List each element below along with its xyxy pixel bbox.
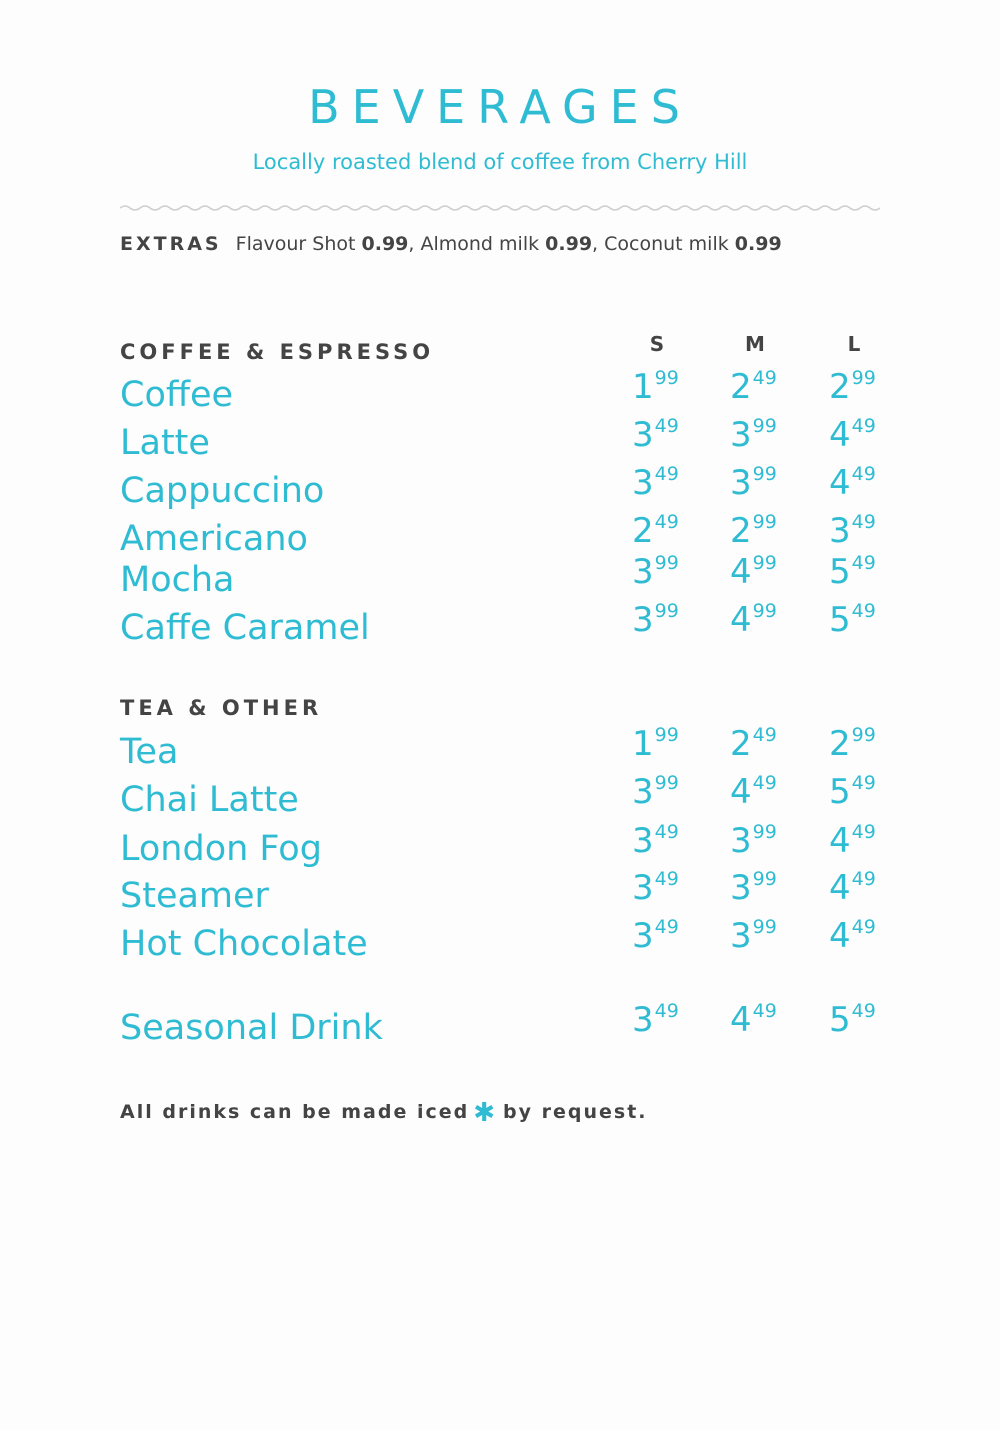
menu-item-name: Hot Chocolate xyxy=(120,924,368,964)
price-medium: $3^{99}$ xyxy=(730,868,777,908)
extra-price: 0.99 xyxy=(734,233,782,255)
menu-item-name: Seasonal Drink xyxy=(120,1008,383,1048)
price-large: $4^{49}$ xyxy=(829,916,876,956)
price-small: $2^{49}$ xyxy=(632,511,679,551)
price-small: $1^{99}$ xyxy=(632,367,679,407)
extra-item: Coconut milk 0.99 xyxy=(604,233,782,255)
extras-label: EXTRAS xyxy=(120,233,222,255)
price-large: $4^{49}$ xyxy=(829,415,876,455)
price-small: $3^{49}$ xyxy=(632,868,679,908)
price-large: $5^{49}$ xyxy=(829,552,876,592)
menu-item-name: Steamer xyxy=(120,876,269,916)
section-title-coffee: COFFEE & ESPRESSO xyxy=(120,340,435,364)
page-title: BEVERAGES xyxy=(308,80,692,134)
menu-item-name: Coffee xyxy=(120,375,234,415)
price-large: $4^{49}$ xyxy=(829,868,876,908)
section-title-tea: TEA & OTHER xyxy=(120,696,323,720)
menu-item-name: Latte xyxy=(120,423,210,463)
price-medium: $3^{99}$ xyxy=(730,916,777,956)
price-small: $3^{49}$ xyxy=(632,916,679,956)
size-header-small: S xyxy=(649,332,665,356)
price-large: $4^{49}$ xyxy=(829,463,876,503)
price-medium: $4^{49}$ xyxy=(730,1000,777,1040)
price-medium: $2^{99}$ xyxy=(730,511,777,551)
price-small: $3^{49}$ xyxy=(632,463,679,503)
extra-price: 0.99 xyxy=(545,233,593,255)
price-small: $3^{99}$ xyxy=(632,772,679,812)
size-header-medium: M xyxy=(745,332,765,356)
menu-item-name: Tea xyxy=(120,732,179,772)
snowflake-icon: ✱ xyxy=(473,1098,498,1128)
size-header-large: L xyxy=(847,332,861,356)
price-small: $3^{99}$ xyxy=(632,600,679,640)
iced-note: All drinks can be made iced ✱ by request. xyxy=(120,1098,648,1128)
price-medium: $3^{99}$ xyxy=(730,463,777,503)
price-large: $4^{49}$ xyxy=(829,821,876,861)
price-small: $3^{49}$ xyxy=(632,821,679,861)
price-large: $5^{49}$ xyxy=(829,1000,876,1040)
menu-item-name: Cappuccino xyxy=(120,471,325,511)
price-large: $5^{49}$ xyxy=(829,600,876,640)
wavy-divider xyxy=(120,203,880,213)
price-medium: $4^{99}$ xyxy=(730,552,777,592)
menu-item-name: Americano xyxy=(120,519,308,559)
price-large: $3^{49}$ xyxy=(829,511,876,551)
menu-item-name: London Fog xyxy=(120,829,322,869)
extra-price: 0.99 xyxy=(361,233,409,255)
price-large: $2^{99}$ xyxy=(829,367,876,407)
extra-item: Flavour Shot 0.99, xyxy=(235,233,421,255)
price-medium: $2^{49}$ xyxy=(730,367,777,407)
menu-item-name: Chai Latte xyxy=(120,780,299,820)
menu-item-name: Caffe Caramel xyxy=(120,608,370,648)
price-medium: $3^{99}$ xyxy=(730,821,777,861)
price-medium: $4^{99}$ xyxy=(730,600,777,640)
menu-item-name: Mocha xyxy=(120,560,235,600)
menu-item xyxy=(120,600,1000,654)
page-subtitle: Locally roasted blend of coffee from Cherry Hill xyxy=(252,150,748,174)
menu-item xyxy=(120,916,1000,970)
price-medium: $4^{49}$ xyxy=(730,772,777,812)
price-medium: $3^{99}$ xyxy=(730,415,777,455)
price-large: $2^{99}$ xyxy=(829,724,876,764)
price-small: $3^{49}$ xyxy=(632,1000,679,1040)
menu-item xyxy=(120,1000,1000,1054)
extras-line xyxy=(120,233,782,255)
price-large: $5^{49}$ xyxy=(829,772,876,812)
extra-item: Almond milk 0.99, xyxy=(420,233,605,255)
price-small: $3^{99}$ xyxy=(632,552,679,592)
price-medium: $2^{49}$ xyxy=(730,724,777,764)
price-small: $1^{99}$ xyxy=(632,724,679,764)
price-small: $3^{49}$ xyxy=(632,415,679,455)
